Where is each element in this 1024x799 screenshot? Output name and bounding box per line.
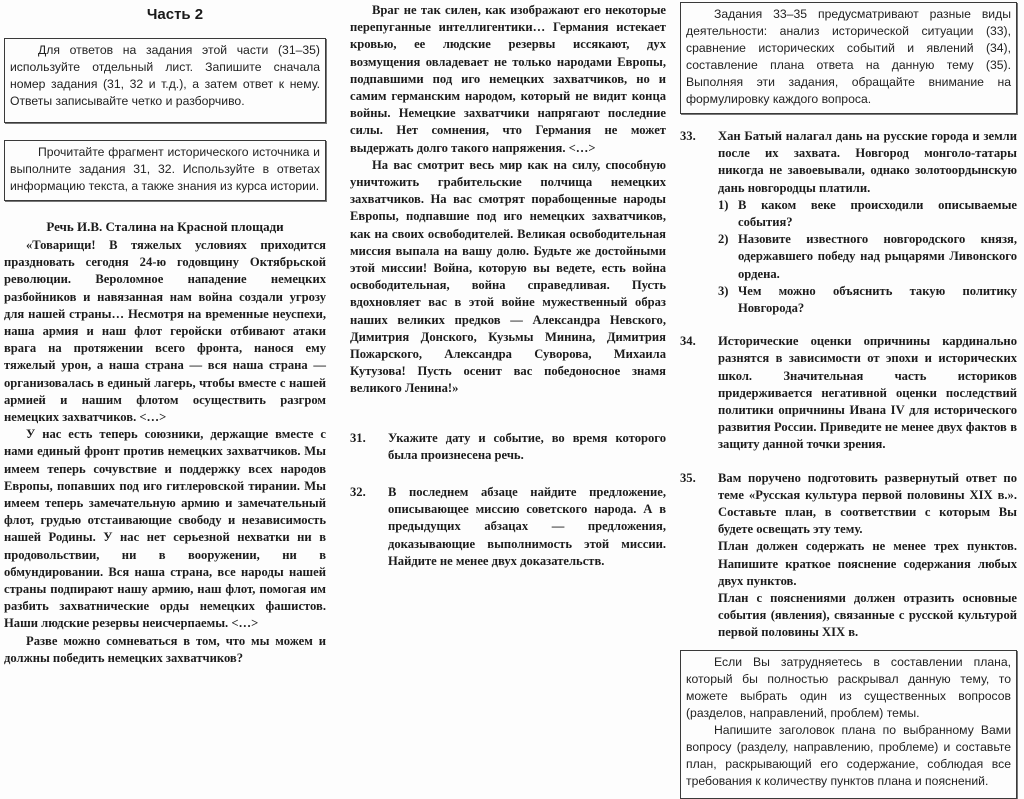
speech-text-left (4, 237, 326, 667)
task-number: 34. (680, 334, 696, 349)
task-number: 31. (350, 430, 366, 445)
task-number: 35. (680, 470, 696, 485)
instructions-text: Для ответов на задания этой части (31–35) используйте отдельный лист. Запишите сначала номер задания (31, 32 и т.д.), а затем ответ к нему. Ответы записывайте четко и разборчиво. (10, 43, 320, 108)
question-item: 2) Назовите известного новгородского князя, одержавшего победу над рыцарями Ливонского ордена. (718, 232, 1017, 281)
tasks-33-35-box (680, 2, 1017, 114)
task-paragraph: План с пояснениями должен отразить основные события (явления), связанные с русской культурой первой половины XIX в. (718, 591, 1017, 640)
plan-hint-box (680, 650, 1017, 799)
speech-paragraph: На вас смотрит весь мир как на силу, способную уничтожить грабительские полчища немецких захватчиков. На вас смотрят порабощенные народы Европы, подпавшие под иго немецких захватчиков, как на своих освободителей. Великая освободительная миссия выпала на вашу долю. Будьте же достойными этой миссии! Война, которую вы ведете, есть война освободительная, война справедливая. Пусть вдохновляет вас в этой войне мужественный образ наших великих предков — Александра Невского, Димитрия Донского, Кузьмы Минина, Димитрия Пожарского, Александра Суворова, Михаила Кутузова! Пусть осенит вас победоносное знамя великого Ленина!» (350, 157, 666, 396)
speech-paragraph: У нас есть теперь союзники, держащие вместе с нами единый фронт против немецких захватчиков. Мы имеем теперь сочувствие и поддержку всех народов Европы, попавших под иго гитлеровской тирании. Мы имеем теперь замечательную армию и замечательный флот, грудью отстаивающие свободу и независимость нашей Родины. У нас нет серьезной нехватки ни в продовольствии, ни в вооружении, ни в обмундировании. Вся наша страна, все народы нашей страны подпирают нашу армию, наш флот, помогая им разбить захватнические орды немецких фашистов. Наши людские резервы неисчерпаемы. <…> (4, 427, 326, 631)
task-33-questions (718, 197, 1017, 317)
task-33 (680, 128, 1017, 317)
middle-column (350, 0, 666, 570)
task-34 (680, 333, 1017, 453)
speech-text-mid (350, 2, 666, 398)
source-instructions-text: Прочитайте фрагмент исторического источника и выполните задания 31, 32. Используйте в ответах информацию текста, а также знания из курса истории. (10, 145, 320, 193)
task-text: Хан Батый налагал дань на русские города и земли после их захвата. Новгород монголо-татары никогда не завоевывали, однако золотоордынскую дань новгородцы платили. (718, 129, 1017, 195)
part-title: Часть 2 (146, 6, 204, 23)
task-text: В последнем абзаце найдите предложение, описывающее миссию советского народа. А в предыдущих абзацах — предложения, доказывающие выполнимость этой миссии. Найдите не менее двух доказательств. (388, 485, 666, 568)
task-paragraph: Вам поручено подготовить развернутый ответ по теме «Русская культура первой половины XIX в.». Составьте план, в соответствии с которым Вы будете освещать эту тему. (718, 470, 1017, 537)
task-number: 32. (350, 485, 366, 500)
task-35 (680, 470, 1017, 642)
task-paragraph: План должен содержать не менее трех пунктов. Напишите краткое пояснение содержания любых двух пунктов. (718, 539, 1017, 588)
source-instructions-box (4, 140, 326, 201)
speech-paragraph: «Товарищи! В тяжелых условиях приходится праздновать сегодня 24-ю годовщину Октябрьской революции. Вероломное нападение немецких разбойников и навязанная нам война создали угрозу для нашей страны… Несмотря на временные неуспехи, наша армия и наш флот геройски отбивают атаки врага на протяжении всего фронта, нанося ему тяжелый урон, а наша страна — вся наша страна — организовалась в единый лагерь, чтобы вместе с нашей армией и нашим флотом осуществить разгром немецких захватчиков. <…> (4, 238, 326, 425)
left-column (4, 0, 326, 667)
speech-paragraph: Разве можно сомневаться в том, что мы можем и должны победить немецких захватчиков? (4, 633, 326, 665)
task-31 (350, 430, 666, 464)
speech-paragraph: Враг не так силен, как изображают его некоторые перепуганные интеллигентики… Германия истекает кровью, ее людские резервы иссякают, дух возмущения овладевает не только народами Европы, подпавшими под иго немецких захватчиков, но и самим германским народом, который не видит конца войны. Немецкие захватчики напрягают последние силы. Нет сомнения, что Германия не может выдержать долго такого напряжения. <…> (350, 3, 666, 155)
question-item: 1) В каком веке происходили описываемые события? (718, 197, 1017, 230)
plan-hint-paragraph: Если Вы затрудняетесь в составлении плана, который бы полностью раскрывал данную тему, то можете выбрать один из существенных вопросов (разделов, направлений, проблем) темы. (686, 654, 1011, 720)
task-32 (350, 484, 666, 570)
speech-title: Речь И.В. Сталина на Красной площади (46, 219, 284, 234)
instructions-box (4, 38, 326, 123)
right-column (680, 0, 1017, 799)
tasks-33-35-text: Задания 33–35 предусматривают разные виды деятельности: анализ исторической ситуации (33), сравнение исторических событий и явлений (34), составление плана ответа на данную тему (35). Выполняя эти задания, обращайте внимание на формулировку каждого вопроса. (686, 7, 1011, 106)
question-item: 3) Чем можно объяснить такую политику Новгорода? (718, 283, 1017, 316)
task-text: Укажите дату и событие, во время которого была произнесена речь. (388, 430, 666, 462)
plan-hint-paragraph: Напишите заголовок плана по выбранному Вами вопросу (разделу, направлению, проблеме) и составьте план, раскрывающий его содержание, соблюдая все требования к количеству пунктов плана и пояснений. (686, 722, 1011, 788)
task-number: 33. (680, 129, 696, 143)
task-text: Исторические оценки опричнины кардинально разнятся в зависимости от эпохи и исторических школ. Значительная часть историков придерживается негативной оценки последствий политики опричнины Ивана IV для исторического развития России. Приведите не менее двух фактов в защиту данной точки зрения. (718, 334, 1017, 452)
